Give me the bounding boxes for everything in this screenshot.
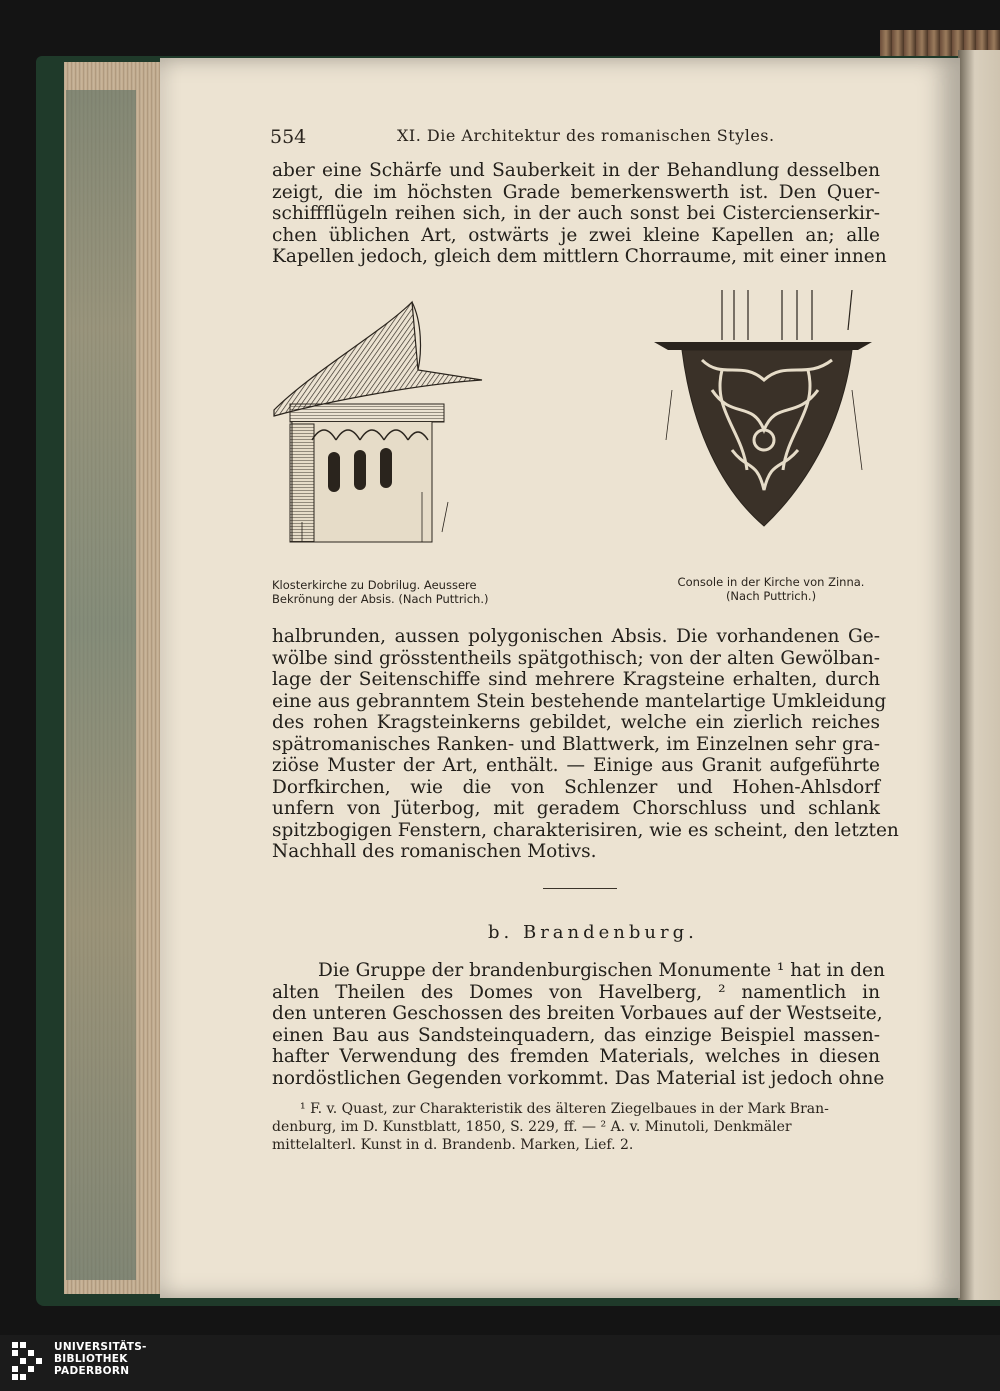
figure-caption-left bbox=[272, 578, 489, 606]
text-line: Dorfkirchen, wie die von Schlenzer und Hohen-Ahlsdorf bbox=[272, 776, 880, 798]
text-line: lage der Seitenschiffe sind mehrere Kragsteine erhalten, durch bbox=[272, 669, 880, 690]
running-head: XI. Die Architektur des romanischen Styles. bbox=[397, 126, 775, 145]
facing-page-edge bbox=[958, 50, 1000, 1300]
footnote-line: ¹ F. v. Quast, zur Charakteristik des älteren Ziegelbaues in der Mark Bran- bbox=[300, 1101, 829, 1117]
footnote-line: mittelalterl. Kunst in d. Brandenb. Marken, Lief. 2. bbox=[272, 1137, 634, 1153]
text-line: einen Bau aus Sandsteinquadern, das einzige Beispiel massen- bbox=[272, 1024, 880, 1046]
text-line: wölbe sind grösstentheils spätgothisch; von der alten Gewölban- bbox=[272, 647, 880, 669]
library-name bbox=[54, 1341, 147, 1377]
marbled-edge bbox=[66, 90, 136, 1280]
text-line: aber eine Schärfe und Sauberkeit in der Behandlung desselben bbox=[272, 160, 880, 181]
section-divider bbox=[543, 888, 617, 889]
footnotes bbox=[272, 1100, 884, 1154]
library-name-line: PADERBORN bbox=[54, 1365, 130, 1377]
text-line: eine aus gebranntem Stein bestehende mantelartige Umkleidung bbox=[272, 690, 887, 712]
paragraph-middle bbox=[272, 626, 899, 863]
caption-line: Klosterkirche zu Dobrilug. Aeussere bbox=[272, 578, 477, 592]
text-line: schiffflügeln reihen sich, in der auch sonst bei Cistercienserkir- bbox=[272, 203, 880, 224]
text-line: ziöse Muster der Art, enthält. — Einige aus Granit aufgeführte bbox=[272, 755, 880, 776]
figure-caption-right bbox=[660, 575, 882, 603]
console-engraving-icon bbox=[652, 290, 882, 534]
caption-line: Console in der Kirche von Zinna. bbox=[677, 575, 865, 589]
text-line: Nachhall des romanischen Motivs. bbox=[272, 841, 597, 862]
text-line: spätromanisches Ranken- und Blattwerk, im Einzelnen sehr gra- bbox=[272, 733, 880, 755]
paragraph-bottom bbox=[272, 960, 885, 1089]
text-line: alten Theilen des Domes von Havelberg, ² namentlich in bbox=[272, 981, 880, 1003]
caption-line: (Nach Puttrich.) bbox=[725, 589, 817, 603]
library-name-line: BIBLIOTHEK bbox=[54, 1353, 128, 1365]
text-line: zeigt, die im höchsten Grade bemerkenswerth ist. Den Quer- bbox=[272, 181, 880, 203]
text-line: nordöstlichen Gegenden vorkommt. Das Material ist jedoch ohne bbox=[272, 1067, 885, 1089]
apse-crown-engraving-icon bbox=[272, 292, 492, 552]
footer-bar bbox=[0, 1335, 1000, 1391]
text-line: spitzbogigen Fenstern, charakterisiren, wie es scheint, den letzten bbox=[272, 819, 899, 841]
text-line: hafter Verwendung des fremden Materials, welches in diesen bbox=[272, 1046, 880, 1067]
section-heading: b. Brandenburg. bbox=[488, 922, 698, 943]
text-line: halbrunden, aussen polygonischen Absis. Die vorhandenen Ge- bbox=[272, 626, 880, 647]
paragraph-top bbox=[272, 160, 887, 268]
library-name-line: UNIVERSITÄTS- bbox=[54, 1341, 147, 1353]
text-line: den unteren Geschossen des breiten Vorbaues auf der Westseite, bbox=[272, 1003, 883, 1024]
text-line: chen üblichen Art, ostwärts je zwei kleine Kapellen an; alle bbox=[272, 224, 880, 246]
text-line: Kapellen jedoch, gleich dem mittlern Chorraume, mit einer innen bbox=[272, 246, 887, 267]
footnote-line: denburg, im D. Kunstblatt, 1850, S. 229, ff. — ² A. v. Minutoli, Denkmäler bbox=[272, 1119, 792, 1135]
caption-line: Bekrönung der Absis. (Nach Puttrich.) bbox=[272, 592, 489, 606]
text-line: unfern von Jüterbog, mit geradem Chorschluss und schlank bbox=[272, 798, 880, 819]
text-line: Die Gruppe der brandenburgischen Monumente ¹ hat in den bbox=[318, 960, 885, 981]
university-library-logo-icon bbox=[12, 1342, 48, 1388]
text-line: des rohen Kragsteinkerns gebildet, welche ein zierlich reiches bbox=[272, 712, 880, 733]
page-number: 554 bbox=[270, 126, 307, 148]
